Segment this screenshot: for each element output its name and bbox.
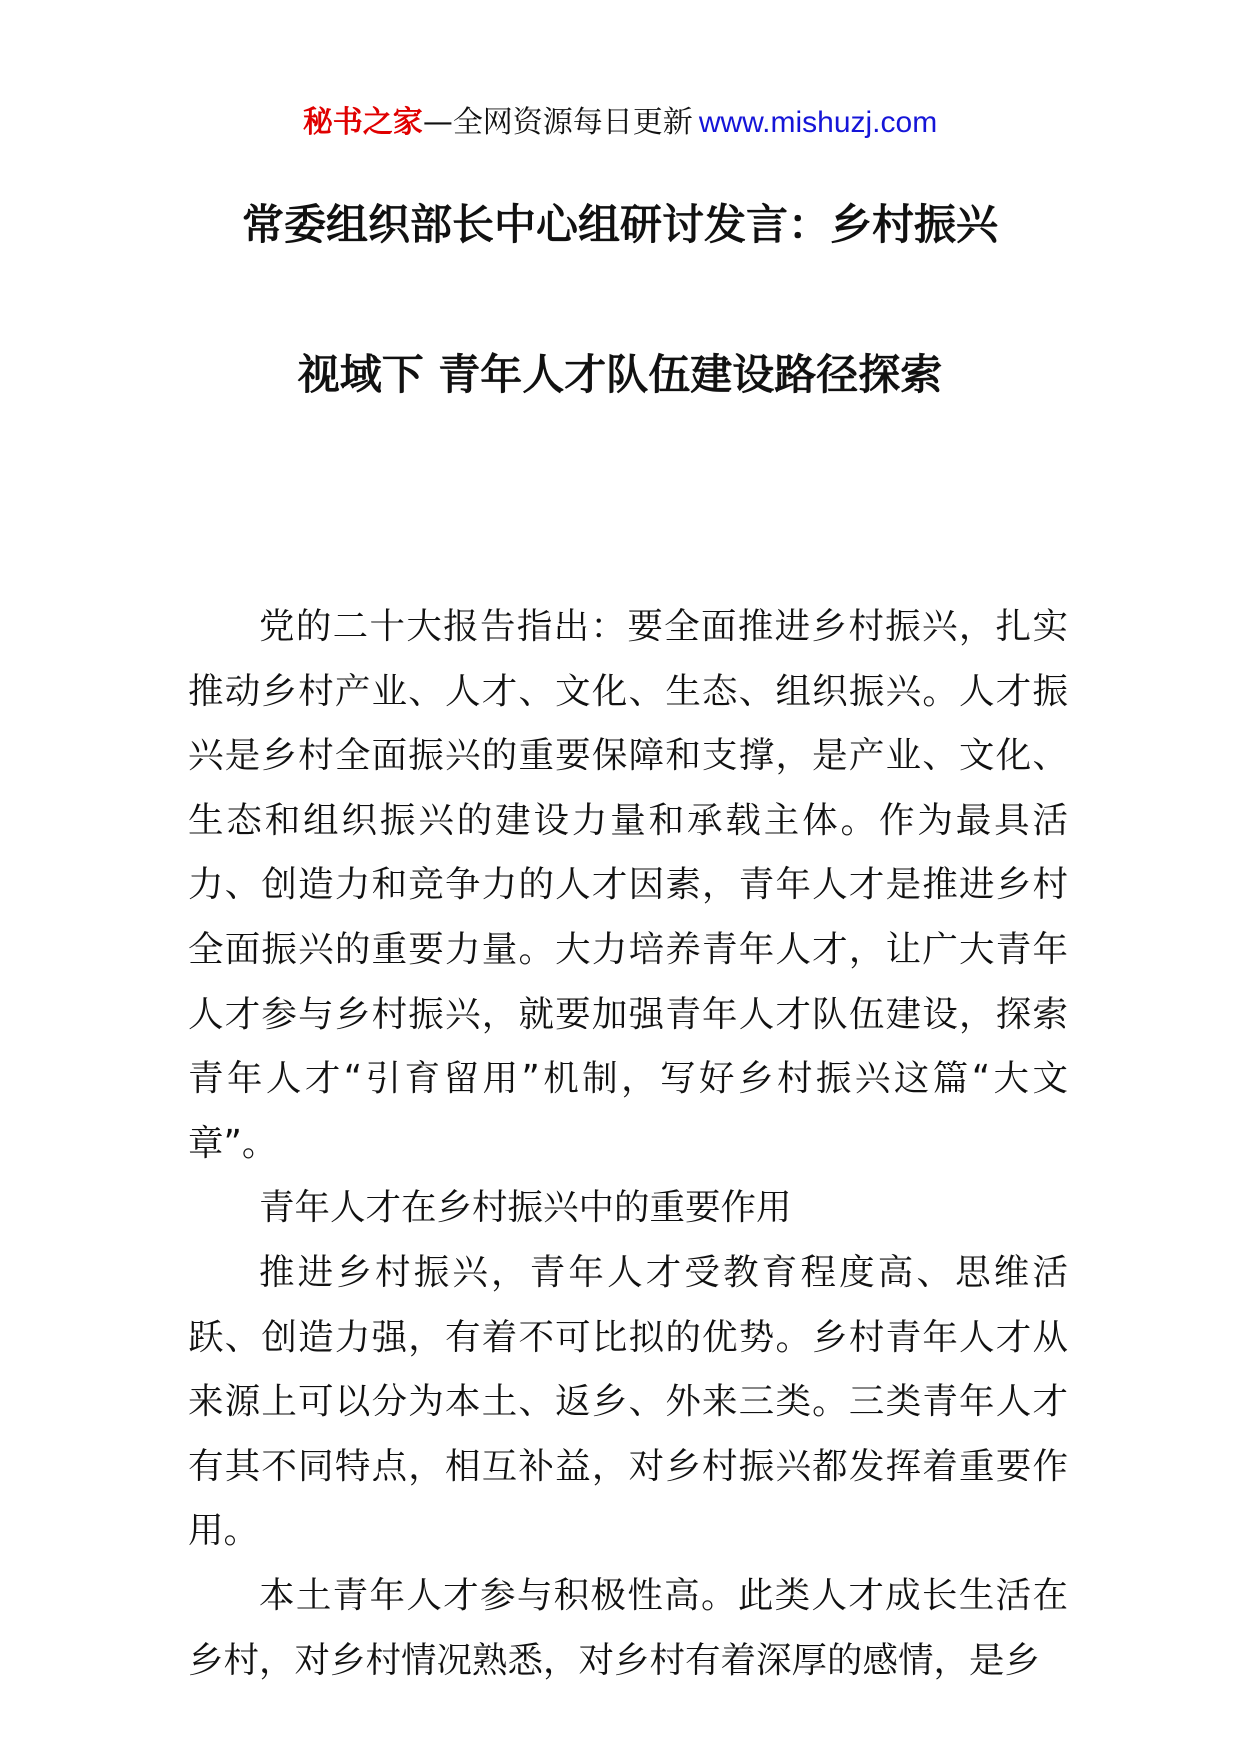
- section-heading: 青年人才在乡村振兴中的重要作用: [259, 1187, 792, 1229]
- document-body: [188, 595, 1068, 1693]
- title-line-1: 常委组织部长中心组研讨发言：乡村振兴: [241, 200, 998, 249]
- paragraph-intro: 党的二十大报告指出：要全面推进乡村振兴，扎实推动乡村产业、人才、文化、生态、组织振兴。人才振兴是乡村全面振兴的重要保障和支撑，是产业、文化、生态和组织振兴的建设力量和承载主体。作为最具活力、创造力和竞争力的人才因素，青年人才是推进乡村全面振兴的重要力量。大力培养青年人才，让广大青年人才参与乡村振兴，就要加强青年人才队伍建设，探索青年人才“引育留用”机制，写好乡村振兴这篇“大文章”。: [188, 606, 1068, 1164]
- site-slogan: —全网资源每日更新: [422, 105, 693, 140]
- site-brand: 秘书之家: [302, 105, 423, 140]
- document-title: [150, 190, 1090, 490]
- paragraph-local-talent: 本土青年人才参与积极性高。此类人才成长生活在乡村，对乡村情况熟悉，对乡村有着深厚的感情，是乡: [188, 1574, 1068, 1681]
- title-line-2: 视域下 青年人才队伍建设路径探索: [297, 350, 943, 399]
- site-header: [0, 98, 1240, 148]
- site-url-link[interactable]: www.mishuzj.com: [698, 106, 938, 139]
- paragraph-advantages: 推进乡村振兴，青年人才受教育程度高、思维活跃、创造力强，有着不可比拟的优势。乡村青年人才从来源上可以分为本土、返乡、外来三类。三类青年人才有其不同特点，相互补益，对乡村振兴都发挥着重要作用。: [188, 1251, 1068, 1552]
